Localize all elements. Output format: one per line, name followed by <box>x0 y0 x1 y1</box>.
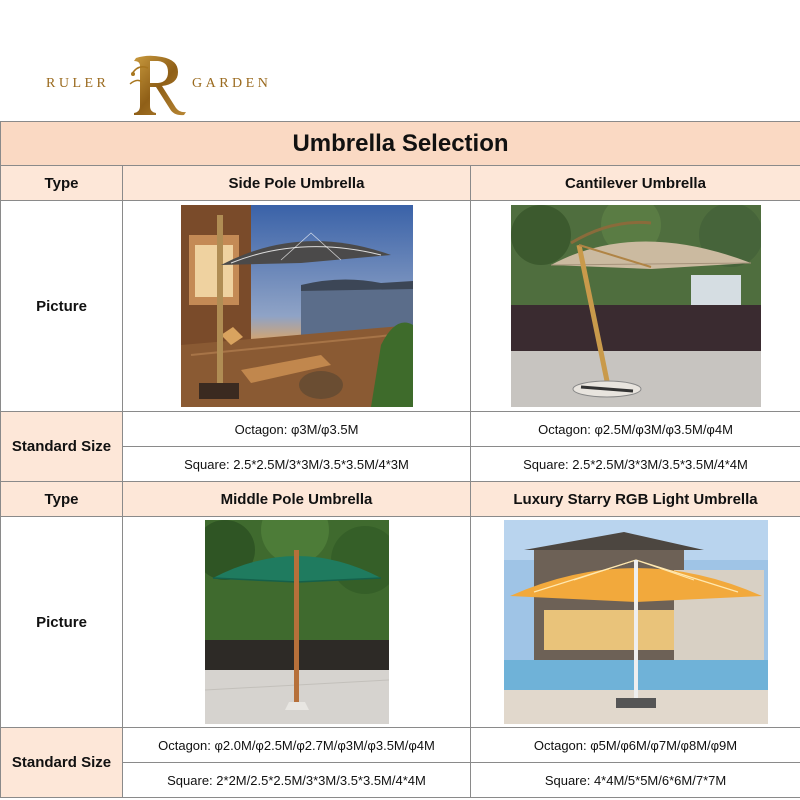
product-picture-cell <box>471 201 800 412</box>
product-picture-cell <box>123 201 471 412</box>
product-name: Side Pole Umbrella <box>123 166 471 201</box>
picture-label: Picture <box>1 517 123 728</box>
table-title: Umbrella Selection <box>1 122 800 166</box>
middle-pole-umbrella-photo <box>205 520 389 724</box>
standard-size-label: Standard Size <box>1 412 123 482</box>
side-pole-umbrella-photo <box>181 205 413 407</box>
octagon-sizes: Octagon: φ3M/φ3.5M <box>123 412 471 447</box>
product-name: Luxury Starry RGB Light Umbrella <box>471 482 800 517</box>
square-sizes: Square: 4*4M/5*5M/6*6M/7*7M <box>471 763 800 798</box>
cantilever-umbrella-photo <box>511 205 761 407</box>
picture-label: Picture <box>1 201 123 412</box>
type-label: Type <box>1 166 123 201</box>
type-label: Type <box>1 482 123 517</box>
logo-word-left: RULER <box>46 76 110 91</box>
brand-logo <box>0 0 800 120</box>
product-name: Cantilever Umbrella <box>471 166 800 201</box>
product-picture-cell <box>123 517 471 728</box>
logo-word-right: GARDEN <box>192 76 272 91</box>
octagon-sizes: Octagon: φ5M/φ6M/φ7M/φ8M/φ9M <box>471 728 800 763</box>
square-sizes: Square: 2*2M/2.5*2.5M/3*3M/3.5*3.5M/4*4M <box>123 763 471 798</box>
square-sizes: Square: 2.5*2.5M/3*3M/3.5*3.5M/4*3M <box>123 447 471 482</box>
octagon-sizes: Octagon: φ2.5M/φ3M/φ3.5M/φ4M <box>471 412 800 447</box>
luxury-starry-rgb-umbrella-photo <box>504 520 768 724</box>
octagon-sizes: Octagon: φ2.0M/φ2.5M/φ2.7M/φ3M/φ3.5M/φ4M <box>123 728 471 763</box>
standard-size-label: Standard Size <box>1 728 123 798</box>
product-picture-cell <box>471 517 800 728</box>
product-name: Middle Pole Umbrella <box>123 482 471 517</box>
square-sizes: Square: 2.5*2.5M/3*3M/3.5*3.5M/4*4M <box>471 447 800 482</box>
ornate-r-monogram-icon <box>128 54 190 116</box>
umbrella-selection-table <box>0 121 800 798</box>
